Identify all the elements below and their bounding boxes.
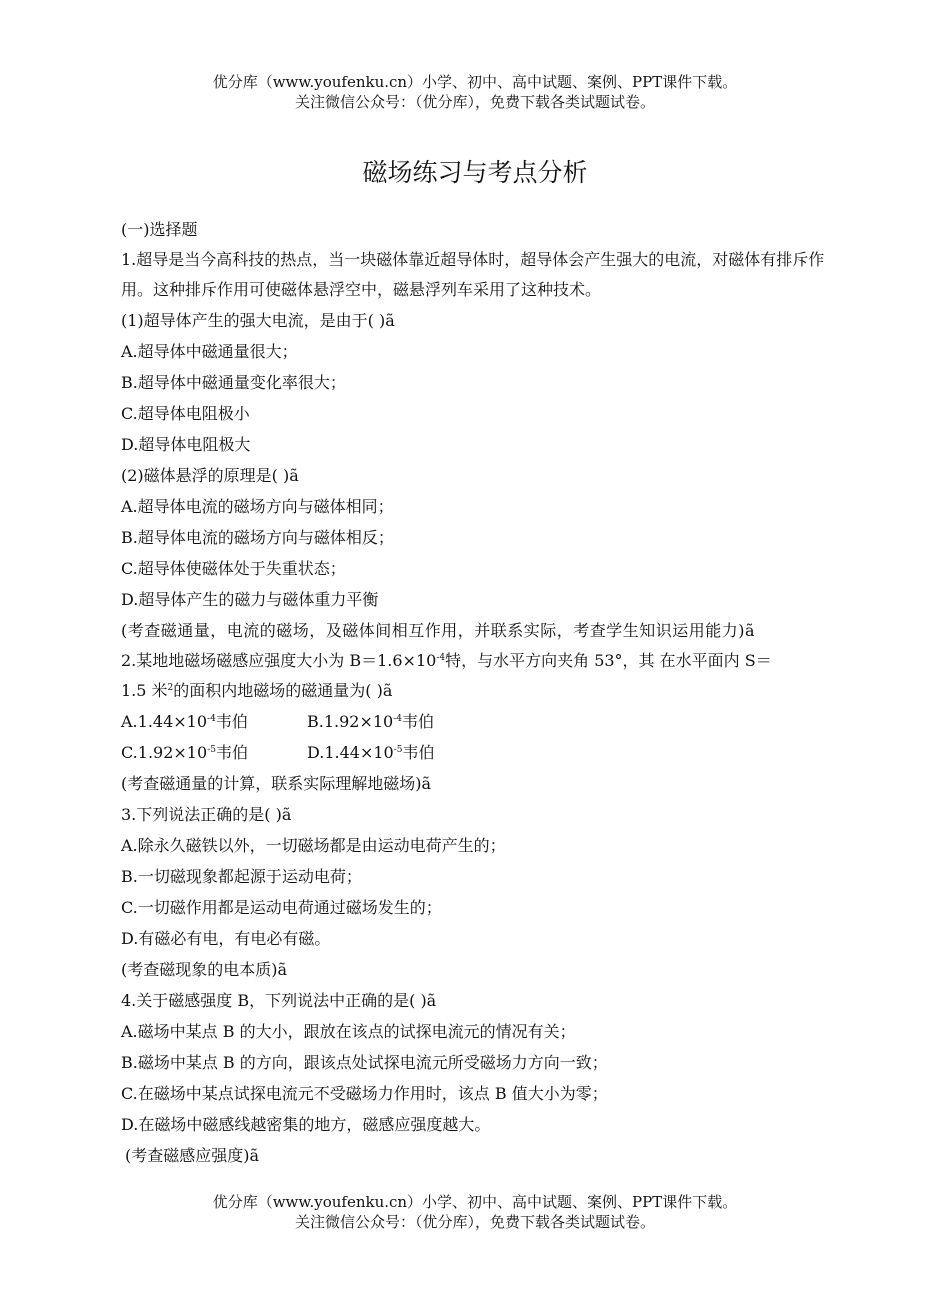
q2-option-a: [121, 706, 307, 737]
document-body: [121, 214, 833, 1171]
footer-line-1: 优分库（www.youfenku.cn）小学、初中、高中试题、案例、PPT课件下载。: [212, 1193, 738, 1211]
q4-option-a: A.磁场中某点 B 的大小，跟放在该点的试探电流元的情况有关；: [121, 1022, 576, 1041]
q2-option-d-value: D.1.44×10: [307, 743, 394, 762]
q2-option-d: [307, 737, 435, 768]
page-footer: [0, 1192, 950, 1232]
q2-options-row-1: [121, 706, 833, 737]
q2-option-c-unit: 韦伯: [215, 743, 248, 762]
q1-sub2-option-c: C.超导体使磁体处于失重状态；: [121, 559, 346, 578]
q2-stem-part-d: 的面积内地磁场的磁通量为( )ã: [173, 681, 393, 700]
q2-option-c-value: C.1.92×10: [121, 743, 208, 762]
q2-option-b-value: B.1.92×10: [307, 712, 394, 731]
q4-option-c: C.在磁场中某点试探电流元不受磁场力作用时，该点 B 值大小为零；: [121, 1084, 608, 1103]
header-line-1: 优分库（www.youfenku.cn）小学、初中、高中试题、案例、PPT课件下载。: [212, 73, 738, 91]
q4-stem: 4.关于磁感强度 B，下列说法中正确的是( )ã: [121, 991, 437, 1010]
q2-stem-exponent: -4: [436, 653, 446, 663]
q4-note: (考查磁感应强度)ã: [125, 1146, 260, 1165]
footer-line-2: 关注微信公众号：（优分库），免费下载各类试题试卷。: [294, 1213, 655, 1231]
q1-sub2-option-a: A.超导体电流的磁场方向与磁体相同；: [121, 497, 394, 516]
q1-sub1-option-a: A.超导体中磁通量很大；: [121, 342, 298, 361]
q2-option-a-exponent: -4: [207, 714, 216, 724]
q3-option-c: C.一切磁作用都是运动电荷通过磁场发生的；: [121, 898, 442, 917]
q2-stem-part-b: 特，与水平方向夹角 53°，其 在水平面内 S＝: [445, 651, 772, 670]
q1-sub2-stem: (2)磁体悬浮的原理是( )ã: [121, 466, 299, 485]
section-heading: (一)选择题: [121, 220, 198, 239]
q2-stem-area-exponent: 2: [167, 683, 174, 693]
q2-stem-part-a: 2.某地地磁场磁感应强度大小为 B＝1.6×10: [121, 651, 437, 670]
q3-note: (考查磁现象的电本质)ã: [121, 960, 288, 979]
q2-stem-part-c: 1.5 米: [121, 681, 168, 700]
q2-option-b-exponent: -4: [393, 714, 403, 724]
q1-sub2-option-d: D.超导体产生的磁力与磁体重力平衡: [121, 590, 379, 609]
q4-option-b: B.磁场中某点 B 的方向，跟该点处试探电流元所受磁场力方向一致；: [121, 1053, 608, 1072]
page-header: [0, 72, 950, 112]
q2-option-a-value: A.1.44×10: [121, 712, 208, 731]
q4-option-d: D.在磁场中磁感线越密集的地方，磁感应强度越大。: [121, 1115, 491, 1134]
q2-option-b: [307, 706, 434, 737]
q1-stem: 1.超导是当今高科技的热点，当一块磁体靠近超导体时，超导体会产生强大的电流，对磁体有排斥作用。这种排斥作用可使磁体悬浮空中，磁悬浮列车采用了这种技术。: [121, 250, 825, 299]
q2-option-c: [121, 737, 307, 768]
q1-note: (考查磁通量，电流的磁场，及磁体间相互作用，并联系实际，考查学生知识运用能力)ã: [121, 621, 756, 640]
q2-note: (考查磁通量的计算，联系实际理解地磁场)ã: [121, 774, 432, 793]
q2-option-c-exponent: -5: [207, 745, 216, 755]
q1-sub1-stem: (1)超导体产生的强大电流，是由于( )ã: [121, 311, 395, 330]
q3-stem: 3.下列说法正确的是( )ã: [121, 805, 292, 824]
q2-option-d-exponent: -5: [393, 745, 403, 755]
q1-sub2-option-b: B.超导体电流的磁场方向与磁体相反；: [121, 528, 394, 547]
q2-option-d-unit: 韦伯: [402, 743, 435, 762]
q3-option-a: A.除永久磁铁以外，一切磁场都是由运动电荷产生的；: [121, 836, 506, 855]
q3-option-d: D.有磁必有电，有电必有磁。: [121, 929, 331, 948]
header-line-2: 关注微信公众号：（优分库），免费下载各类试题试卷。: [294, 93, 655, 111]
q1-sub1-option-d: D.超导体电阻极大: [121, 435, 251, 454]
q2-options-row-2: [121, 737, 833, 768]
q3-option-b: B.一切磁现象都起源于运动电荷；: [121, 867, 362, 886]
document-title: 磁场练习与考点分析: [362, 158, 588, 187]
q1-sub1-option-b: B.超导体中磁通量变化率很大；: [121, 373, 346, 392]
q2-option-b-unit: 韦伯: [402, 712, 435, 731]
q2-stem: [121, 646, 833, 706]
q1-sub1-option-c: C.超导体电阻极小: [121, 404, 250, 423]
q2-option-a-unit: 韦伯: [215, 712, 248, 731]
